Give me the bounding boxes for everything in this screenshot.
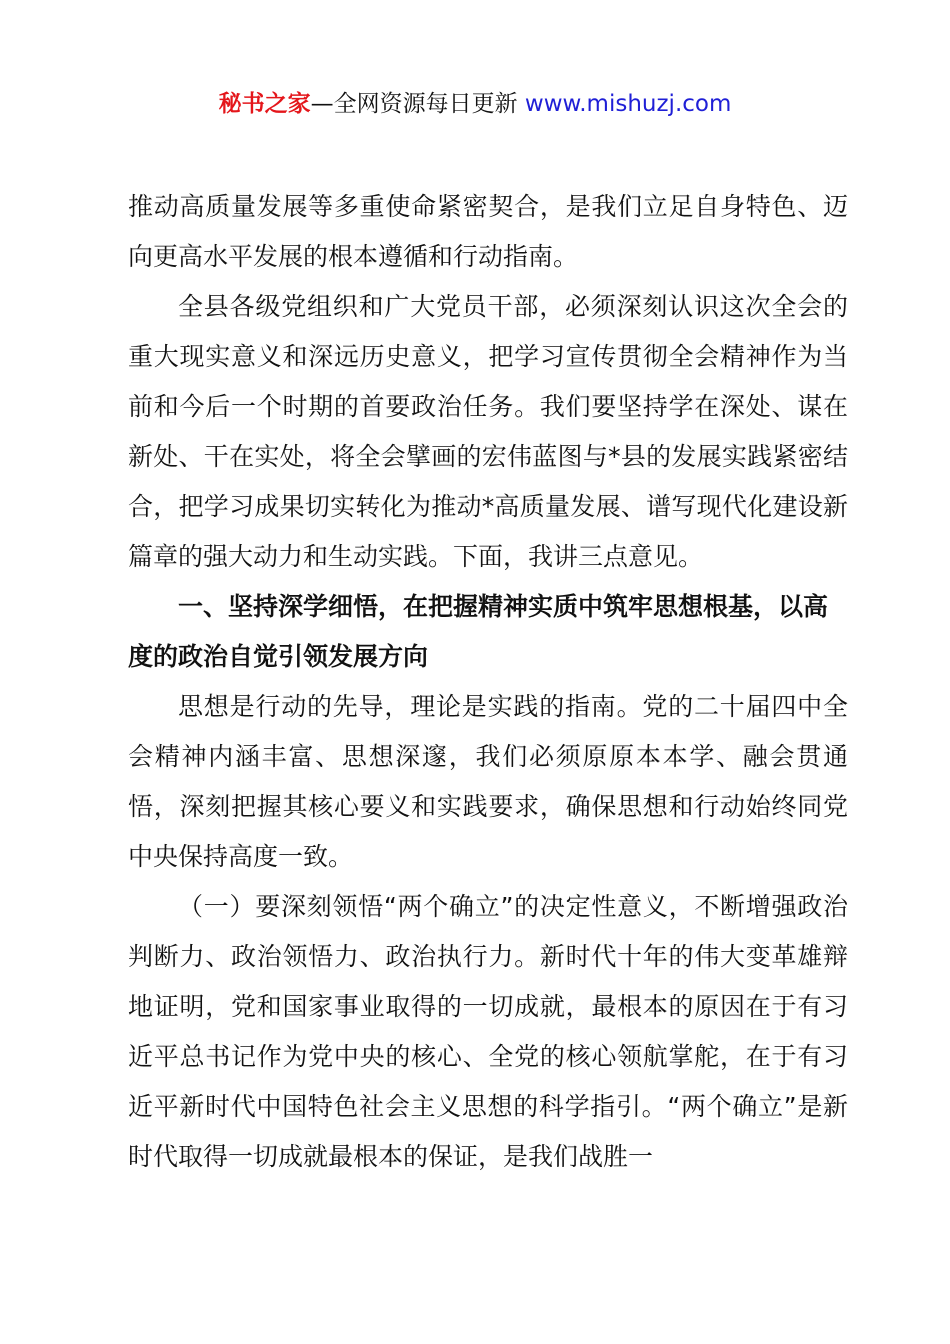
section-heading-1: 一、坚持深学细悟，在把握精神实质中筑牢思想根基，以高度的政治自觉引领发展方向 xyxy=(128,592,829,671)
brand-name: 秘书之家 xyxy=(218,91,311,117)
paragraph-continued: 推动高质量发展等多重使命紧密契合，是我们立足自身特色、迈向更高水平发展的根本遵循和行动指南。 xyxy=(128,192,848,271)
header-tagline: —全网资源每日更新 xyxy=(310,91,518,117)
page-header xyxy=(0,86,950,122)
paragraph-subsection-1: （一）要深刻领悟“两个确立”的决定性意义，不断增强政治判断力、政治领悟力、政治执行力。新时代十年的伟大变革雄辩地证明，党和国家事业取得的一切成就，最根本的原因在于有习近平总书记作为党中央的核心、全党的核心领航掌舵，在于有习近平新时代中国特色社会主义思想的科学指引。“两个确立”是新时代取得一切成就最根本的保证，是我们战胜一 xyxy=(128,892,848,1171)
site-url-link[interactable]: www.mishuzj.com xyxy=(524,91,732,117)
paragraph-section-1: 思想是行动的先导，理论是实践的指南。党的二十届四中全会精神内涵丰富、思想深邃，我们必须原原本本学、融会贯通悟，深刻把握其核心要义和实践要求，确保思想和行动始终同党中央保持高度一致。 xyxy=(128,692,848,871)
paragraph-intro: 全县各级党组织和广大党员干部，必须深刻认识这次全会的重大现实意义和深远历史意义，把学习宣传贯彻全会精神作为当前和今后一个时期的首要政治任务。我们要坚持学在深处、谋在新处、干在实处，将全会擘画的宏伟蓝图与*县的发展实践紧密结合，把学习成果切实转化为推动*高质量发展、谱写现代化建设新篇章的强大动力和生动实践。下面，我讲三点意见。 xyxy=(128,292,848,571)
document-body xyxy=(128,182,848,1182)
